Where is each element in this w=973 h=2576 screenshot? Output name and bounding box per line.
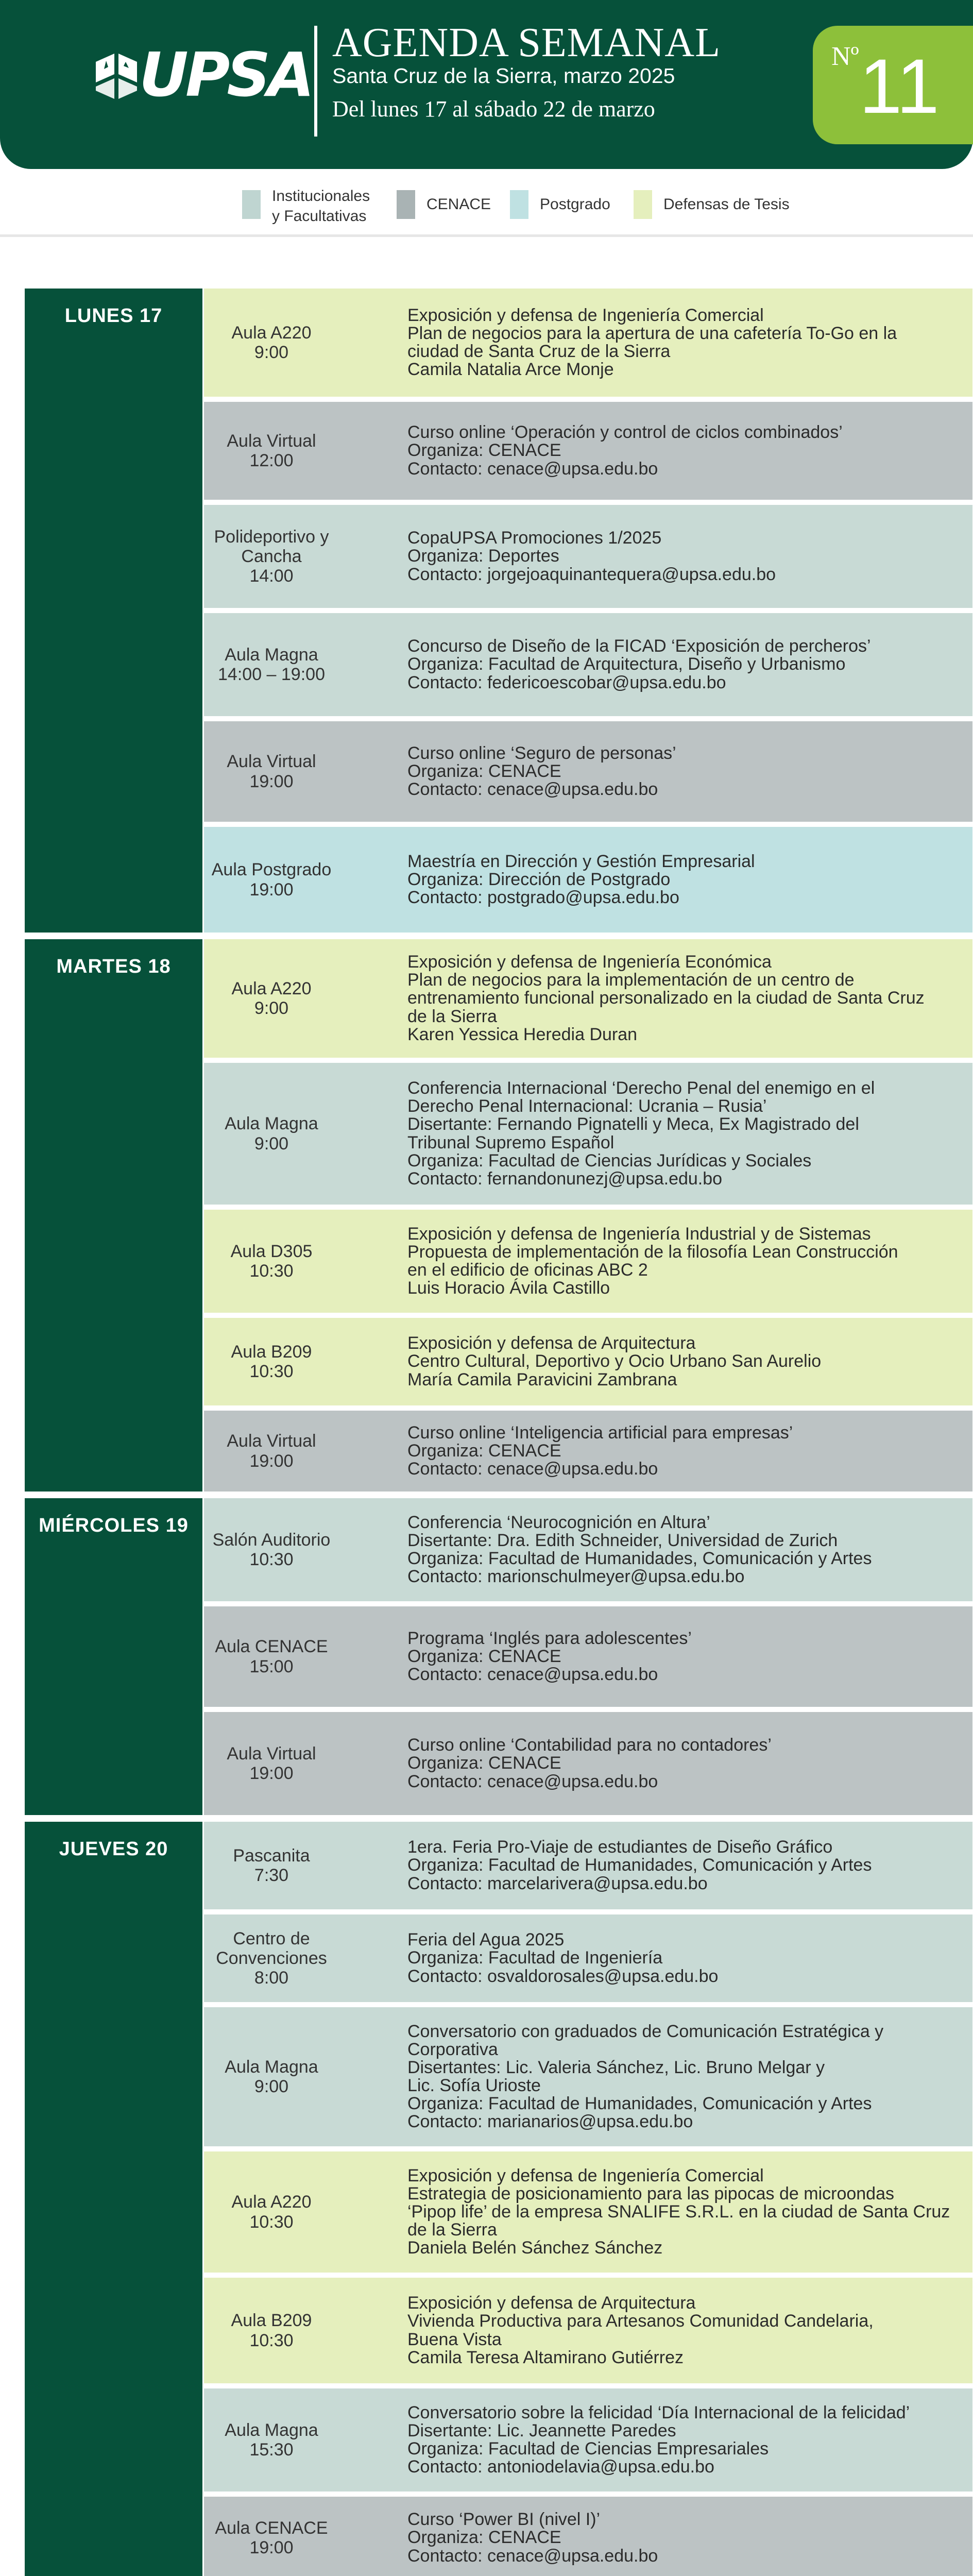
event-place: Centro de: [233, 1928, 310, 1948]
event-card: [204, 1606, 972, 1707]
event-line: ciudad de Santa Cruz de la Sierra: [407, 342, 671, 361]
event-place: Aula Magna: [225, 2420, 318, 2440]
legend-item-defensas: [634, 186, 809, 222]
event-line: Contacto: marcelarivera@upsa.edu.bo: [407, 1873, 708, 1893]
event-line: Luis Horacio Ávila Castillo: [407, 1278, 610, 1298]
event-details: [407, 939, 964, 1058]
legend-swatch: [634, 190, 652, 219]
event-details: [407, 1606, 964, 1707]
event-card: [204, 505, 972, 608]
event-time: 9:00: [254, 343, 289, 362]
event-line: Organiza: Facultad de Humanidades, Comunicación y Artes: [407, 1855, 872, 1875]
event-details: [407, 2007, 964, 2146]
issue-label: Nº: [831, 42, 859, 71]
day-block-jueves: [25, 1822, 972, 2576]
event-location: [204, 1606, 339, 1707]
separator: [0, 234, 973, 237]
event-place: Polideportivo y: [214, 527, 329, 547]
event-details: [407, 1822, 964, 1909]
event-line: Contacto: marianarios@upsa.edu.bo: [407, 2112, 693, 2132]
event-time: 19:00: [249, 1451, 294, 1471]
event-place: Aula A220: [231, 323, 312, 343]
event-time: 12:00: [249, 451, 294, 470]
event-line: Curso online ‘Seguro de personas’: [407, 743, 676, 763]
event-card: [204, 721, 972, 822]
event-line: Organiza: CENACE: [407, 1753, 561, 1773]
event-place: Aula CENACE: [215, 1637, 328, 1657]
event-location: [204, 827, 339, 933]
event-time: 19:00: [249, 771, 294, 791]
event-time: 10:30: [249, 1261, 294, 1281]
legend: [242, 183, 809, 224]
upsa-emblem-icon: [91, 50, 142, 102]
event-line: Tribunal Supremo Español: [407, 1132, 614, 1153]
event-line: Buena Vista: [407, 2329, 502, 2349]
event-line: Contacto: antoniodelavia@upsa.edu.bo: [407, 2457, 714, 2477]
event-line: Organiza: Facultad de Ciencias Empresariales: [407, 2439, 769, 2459]
event-card: [204, 939, 972, 1058]
event-time: 9:00: [254, 2077, 289, 2096]
day-bar: [25, 1822, 202, 2576]
event-line: Organiza: Dirección de Postgrado: [407, 869, 671, 889]
event-time: 15:30: [249, 2440, 294, 2460]
event-line: Exposición y defensa de Ingeniería Industrial y de Sistemas: [407, 1224, 871, 1244]
event-line: Organiza: CENACE: [407, 440, 561, 461]
event-place: Convenciones: [216, 1948, 327, 1968]
event-place: Aula Virtual: [227, 752, 316, 772]
event-time: 10:30: [249, 2330, 294, 2350]
event-place: Aula Virtual: [227, 1431, 316, 1451]
event-line: Camila Natalia Arce Monje: [407, 360, 614, 380]
event-line: Contacto: cenace@upsa.edu.bo: [407, 1459, 658, 1479]
event-card: [204, 2388, 972, 2492]
event-location: [204, 1210, 339, 1313]
event-place: Aula Magna: [225, 645, 318, 665]
event-place: Aula Magna: [225, 1114, 318, 1134]
event-time: 9:00: [254, 1133, 289, 1154]
event-line: Derecho Penal Internacional: Ucrania – Rusia’: [407, 1096, 767, 1116]
event-line: Exposición y defensa de Arquitectura: [407, 1333, 696, 1353]
event-card: [204, 2497, 972, 2576]
event-line: Organiza: CENACE: [407, 761, 561, 781]
event-line: Conversatorio con graduados de Comunicación Estratégica y: [407, 2021, 884, 2041]
event-time: 19:00: [249, 1764, 294, 1783]
event-location: [204, 402, 339, 500]
event-details: [407, 1411, 964, 1492]
event-details: [407, 289, 964, 397]
event-line: Exposición y defensa de Ingeniería Comercial: [407, 2165, 764, 2185]
event-place: Pascanita: [233, 1845, 310, 1866]
event-line: Disertante: Fernando Pignatelli y Meca, Ex Magistrado del: [407, 1114, 859, 1134]
event-line: Disertante: Lic. Jeannette Paredes: [407, 2420, 676, 2441]
event-location: [204, 2497, 339, 2576]
event-details: [407, 2278, 964, 2383]
legend-label: Postgrado: [540, 196, 610, 213]
event-line: Organiza: Deportes: [407, 546, 559, 566]
event-line: Contacto: cenace@upsa.edu.bo: [407, 1665, 658, 1684]
event-line: Plan de negocios para la apertura de una cafetería To-Go en la: [407, 323, 897, 343]
event-line: Feria del Agua 2025: [407, 1930, 565, 1950]
header-divider: [314, 26, 317, 137]
event-card: [204, 827, 972, 933]
event-time: 10:30: [249, 2212, 294, 2232]
event-location: [204, 289, 339, 397]
event-details: [407, 1914, 964, 2002]
event-line: Contacto: federicoescobar@upsa.edu.bo: [407, 672, 726, 692]
event-location: [204, 939, 339, 1058]
page-subtitle: Santa Cruz de la Sierra, marzo 2025: [332, 64, 675, 88]
event-card: [204, 1063, 972, 1205]
date-range: Del lunes 17 al sábado 22 de marzo: [332, 96, 655, 122]
page-title: AGENDA SEMANAL: [332, 20, 721, 65]
event-location: [204, 721, 339, 822]
event-card: [204, 2151, 972, 2273]
event-line: Maestría en Dirección y Gestión Empresarial: [407, 851, 755, 871]
event-card: [204, 1712, 972, 1815]
event-details: [407, 827, 964, 933]
event-place: Aula D305: [230, 1241, 313, 1261]
legend-label: Defensas de Tesis: [663, 196, 790, 213]
event-location: [204, 1318, 339, 1405]
day-block-miercoles: [25, 1498, 972, 1815]
event-card: [204, 402, 972, 500]
header: [0, 0, 973, 178]
event-line: Contacto: marionschulmeyer@upsa.edu.bo: [407, 1567, 745, 1587]
day-block-lunes: [25, 289, 972, 933]
issue-number: 11: [859, 43, 940, 129]
event-line: Curso online ‘Inteligencia artificial para empresas’: [407, 1422, 793, 1443]
event-place: Aula Magna: [225, 2057, 318, 2077]
event-location: [204, 2151, 339, 2273]
event-details: [407, 1063, 964, 1205]
event-card: [204, 2007, 972, 2146]
legend-label: CENACE: [426, 196, 491, 213]
issue-badge: [813, 26, 973, 144]
event-line: Contacto: fernandonunezj@upsa.edu.bo: [407, 1168, 723, 1189]
event-line: 1era. Feria Pro-Viaje de estudiantes de Diseño Gráfico: [407, 1837, 833, 1857]
event-time: 9:00: [254, 998, 289, 1018]
event-line: CopaUPSA Promociones 1/2025: [407, 528, 662, 548]
event-line: Organiza: CENACE: [407, 1646, 561, 1666]
day-name: MIÉRCOLES 19: [39, 1515, 189, 1536]
event-location: [204, 1914, 339, 2002]
event-line: Centro Cultural, Deportivo y Ocio Urbano San Aurelio: [407, 1351, 822, 1371]
event-line: Estrategia de posicionamiento para las pipocas de microondas: [407, 2183, 894, 2204]
event-line: Propuesta de implementación de la filosofía Lean Construcción: [407, 1242, 898, 1262]
event-card: [204, 1318, 972, 1405]
event-card: [204, 2278, 972, 2383]
legend-swatch: [510, 190, 528, 219]
event-place: Aula A220: [231, 978, 312, 998]
event-location: [204, 2388, 339, 2492]
day-bar: [25, 289, 202, 933]
event-line: Curso online ‘Contabilidad para no contadores’: [407, 1735, 772, 1755]
event-line: Conversatorio sobre la felicidad ‘Día Internacional de la felicidad’: [407, 2402, 910, 2422]
day-bar: [25, 939, 202, 1492]
event-line: ‘Pipop life’ de la empresa SNALIFE S.R.L. en la ciudad de Santa Cruz: [407, 2201, 950, 2222]
event-line: Contacto: cenace@upsa.edu.bo: [407, 1771, 658, 1791]
event-place: Aula B209: [231, 1342, 312, 1362]
event-place: Aula Virtual: [227, 1743, 316, 1764]
event-line: Contacto: cenace@upsa.edu.bo: [407, 2546, 658, 2566]
event-line: Organiza: CENACE: [407, 1440, 561, 1461]
event-time: 14:00: [249, 566, 294, 586]
event-line: Organiza: CENACE: [407, 2528, 561, 2548]
event-details: [407, 721, 964, 822]
legend-label: y Facultativas: [272, 208, 367, 225]
event-details: [407, 1210, 964, 1313]
legend-swatch: [242, 190, 261, 219]
event-location: [204, 1822, 339, 1909]
event-line: Corporativa: [407, 2039, 498, 2059]
event-place: Cancha: [241, 546, 302, 566]
event-time: 8:00: [254, 1968, 289, 1988]
event-time: 7:30: [254, 1866, 289, 1885]
event-line: Disertantes: Lic. Valeria Sánchez, Lic. Bruno Melgar y: [407, 2057, 825, 2077]
event-line: Conferencia Internacional ‘Derecho Penal del enemigo en el: [407, 1078, 875, 1098]
event-details: [407, 505, 964, 608]
event-line: Conferencia ‘Neurocognición en Altura’: [407, 1512, 710, 1532]
event-line: Camila Teresa Altamirano Gutiérrez: [407, 2347, 684, 2367]
event-location: [204, 1498, 339, 1601]
legend-item-postgrado: [510, 186, 654, 222]
event-location: [204, 1712, 339, 1815]
event-line: Daniela Belén Sánchez Sánchez: [407, 2238, 663, 2258]
event-line: Karen Yessica Heredia Duran: [407, 1024, 638, 1044]
day-name: LUNES 17: [64, 305, 163, 327]
event-line: Contacto: osvaldorosales@upsa.edu.bo: [407, 1966, 719, 1986]
event-place: Aula Postgrado: [211, 860, 332, 880]
event-location: [204, 2278, 339, 2383]
event-time: 10:30: [249, 1550, 294, 1569]
event-line: de la Sierra: [407, 1006, 497, 1026]
event-card: [204, 1210, 972, 1313]
event-line: Organiza: Facultad de Humanidades, Comunicación y Artes: [407, 2094, 872, 2114]
event-card: [204, 1411, 972, 1492]
event-place: Aula B209: [231, 2311, 312, 2331]
event-details: [407, 2151, 964, 2273]
event-line: Exposición y defensa de Ingeniería Comercial: [407, 305, 764, 325]
event-card: [204, 1822, 972, 1909]
event-place: Aula CENACE: [215, 2518, 328, 2538]
event-place: Aula Virtual: [227, 431, 316, 451]
event-details: [407, 1712, 964, 1815]
event-line: Exposición y defensa de Arquitectura: [407, 2293, 696, 2313]
day-block-martes: [25, 939, 972, 1492]
event-line: Contacto: jorgejoaquinantequera@upsa.edu.bo: [407, 564, 776, 584]
upsa-logo: [88, 39, 312, 113]
event-time: 15:00: [249, 1656, 294, 1676]
event-line: Concurso de Diseño de la FICAD ‘Exposición de percheros’: [407, 636, 871, 656]
legend-label: Institucionales: [272, 188, 370, 205]
event-details: [407, 1498, 964, 1601]
event-line: Contacto: postgrado@upsa.edu.bo: [407, 888, 679, 907]
event-line: Curso online ‘Operación y control de ciclos combinados’: [407, 422, 843, 443]
event-line: Organiza: Facultad de Ingeniería: [407, 1948, 663, 1968]
event-details: [407, 613, 964, 716]
event-line: Plan de negocios para la implementación de un centro de: [407, 970, 855, 990]
event-line: Programa ‘Inglés para adolescentes’: [407, 1628, 692, 1648]
event-line: Contacto: cenace@upsa.edu.bo: [407, 779, 658, 799]
event-card: [204, 289, 972, 397]
day-bar: [25, 1498, 202, 1815]
event-card: [204, 1498, 972, 1601]
event-place: Salón Auditorio: [212, 1530, 331, 1550]
event-details: [407, 2497, 964, 2576]
event-line: Disertante: Dra. Edith Schneider, Universidad de Zurich: [407, 1530, 838, 1550]
event-location: [204, 613, 339, 716]
event-location: [204, 2007, 339, 2146]
event-location: [204, 1411, 339, 1492]
event-line: de la Sierra: [407, 2220, 497, 2240]
event-time: 14:00 – 19:00: [218, 665, 325, 684]
event-line: Contacto: cenace@upsa.edu.bo: [407, 459, 658, 479]
event-time: 10:30: [249, 1362, 294, 1381]
event-card: [204, 1914, 972, 2002]
event-details: [407, 2388, 964, 2492]
event-line: Organiza: Facultad de Ciencias Jurídicas y Sociales: [407, 1150, 812, 1171]
event-card: [204, 613, 972, 716]
event-line: Curso ‘Power BI (nivel I)’: [407, 2510, 601, 2530]
event-line: Lic. Sofía Urioste: [407, 2076, 541, 2095]
event-line: Organiza: Facultad de Arquitectura, Diseño y Urbanismo: [407, 654, 846, 674]
logo-text: UPSA: [139, 39, 312, 110]
event-line: Vivienda Productiva para Artesanos Comunidad Candelaria,: [407, 2311, 874, 2331]
event-line: María Camila Paravicini Zambrana: [407, 1369, 677, 1389]
event-location: [204, 1063, 339, 1205]
event-line: Exposición y defensa de Ingeniería Económica: [407, 952, 772, 972]
event-line: en el edificio de oficinas ABC 2: [407, 1260, 648, 1280]
event-details: [407, 1318, 964, 1405]
event-time: 19:00: [249, 2538, 294, 2557]
legend-item-institucionales: [242, 186, 397, 225]
event-line: entrenamiento funcional personalizado en la ciudad de Santa Cruz: [407, 988, 925, 1008]
day-name: JUEVES 20: [59, 1838, 168, 1860]
day-name: MARTES 18: [56, 956, 171, 977]
event-place: Aula A220: [231, 2192, 312, 2212]
event-time: 19:00: [249, 879, 294, 900]
legend-swatch: [397, 190, 415, 219]
event-line: Organiza: Facultad de Humanidades, Comunicación y Artes: [407, 1549, 872, 1568]
event-details: [407, 402, 964, 500]
event-location: [204, 505, 339, 608]
legend-item-cenace: [397, 186, 515, 222]
